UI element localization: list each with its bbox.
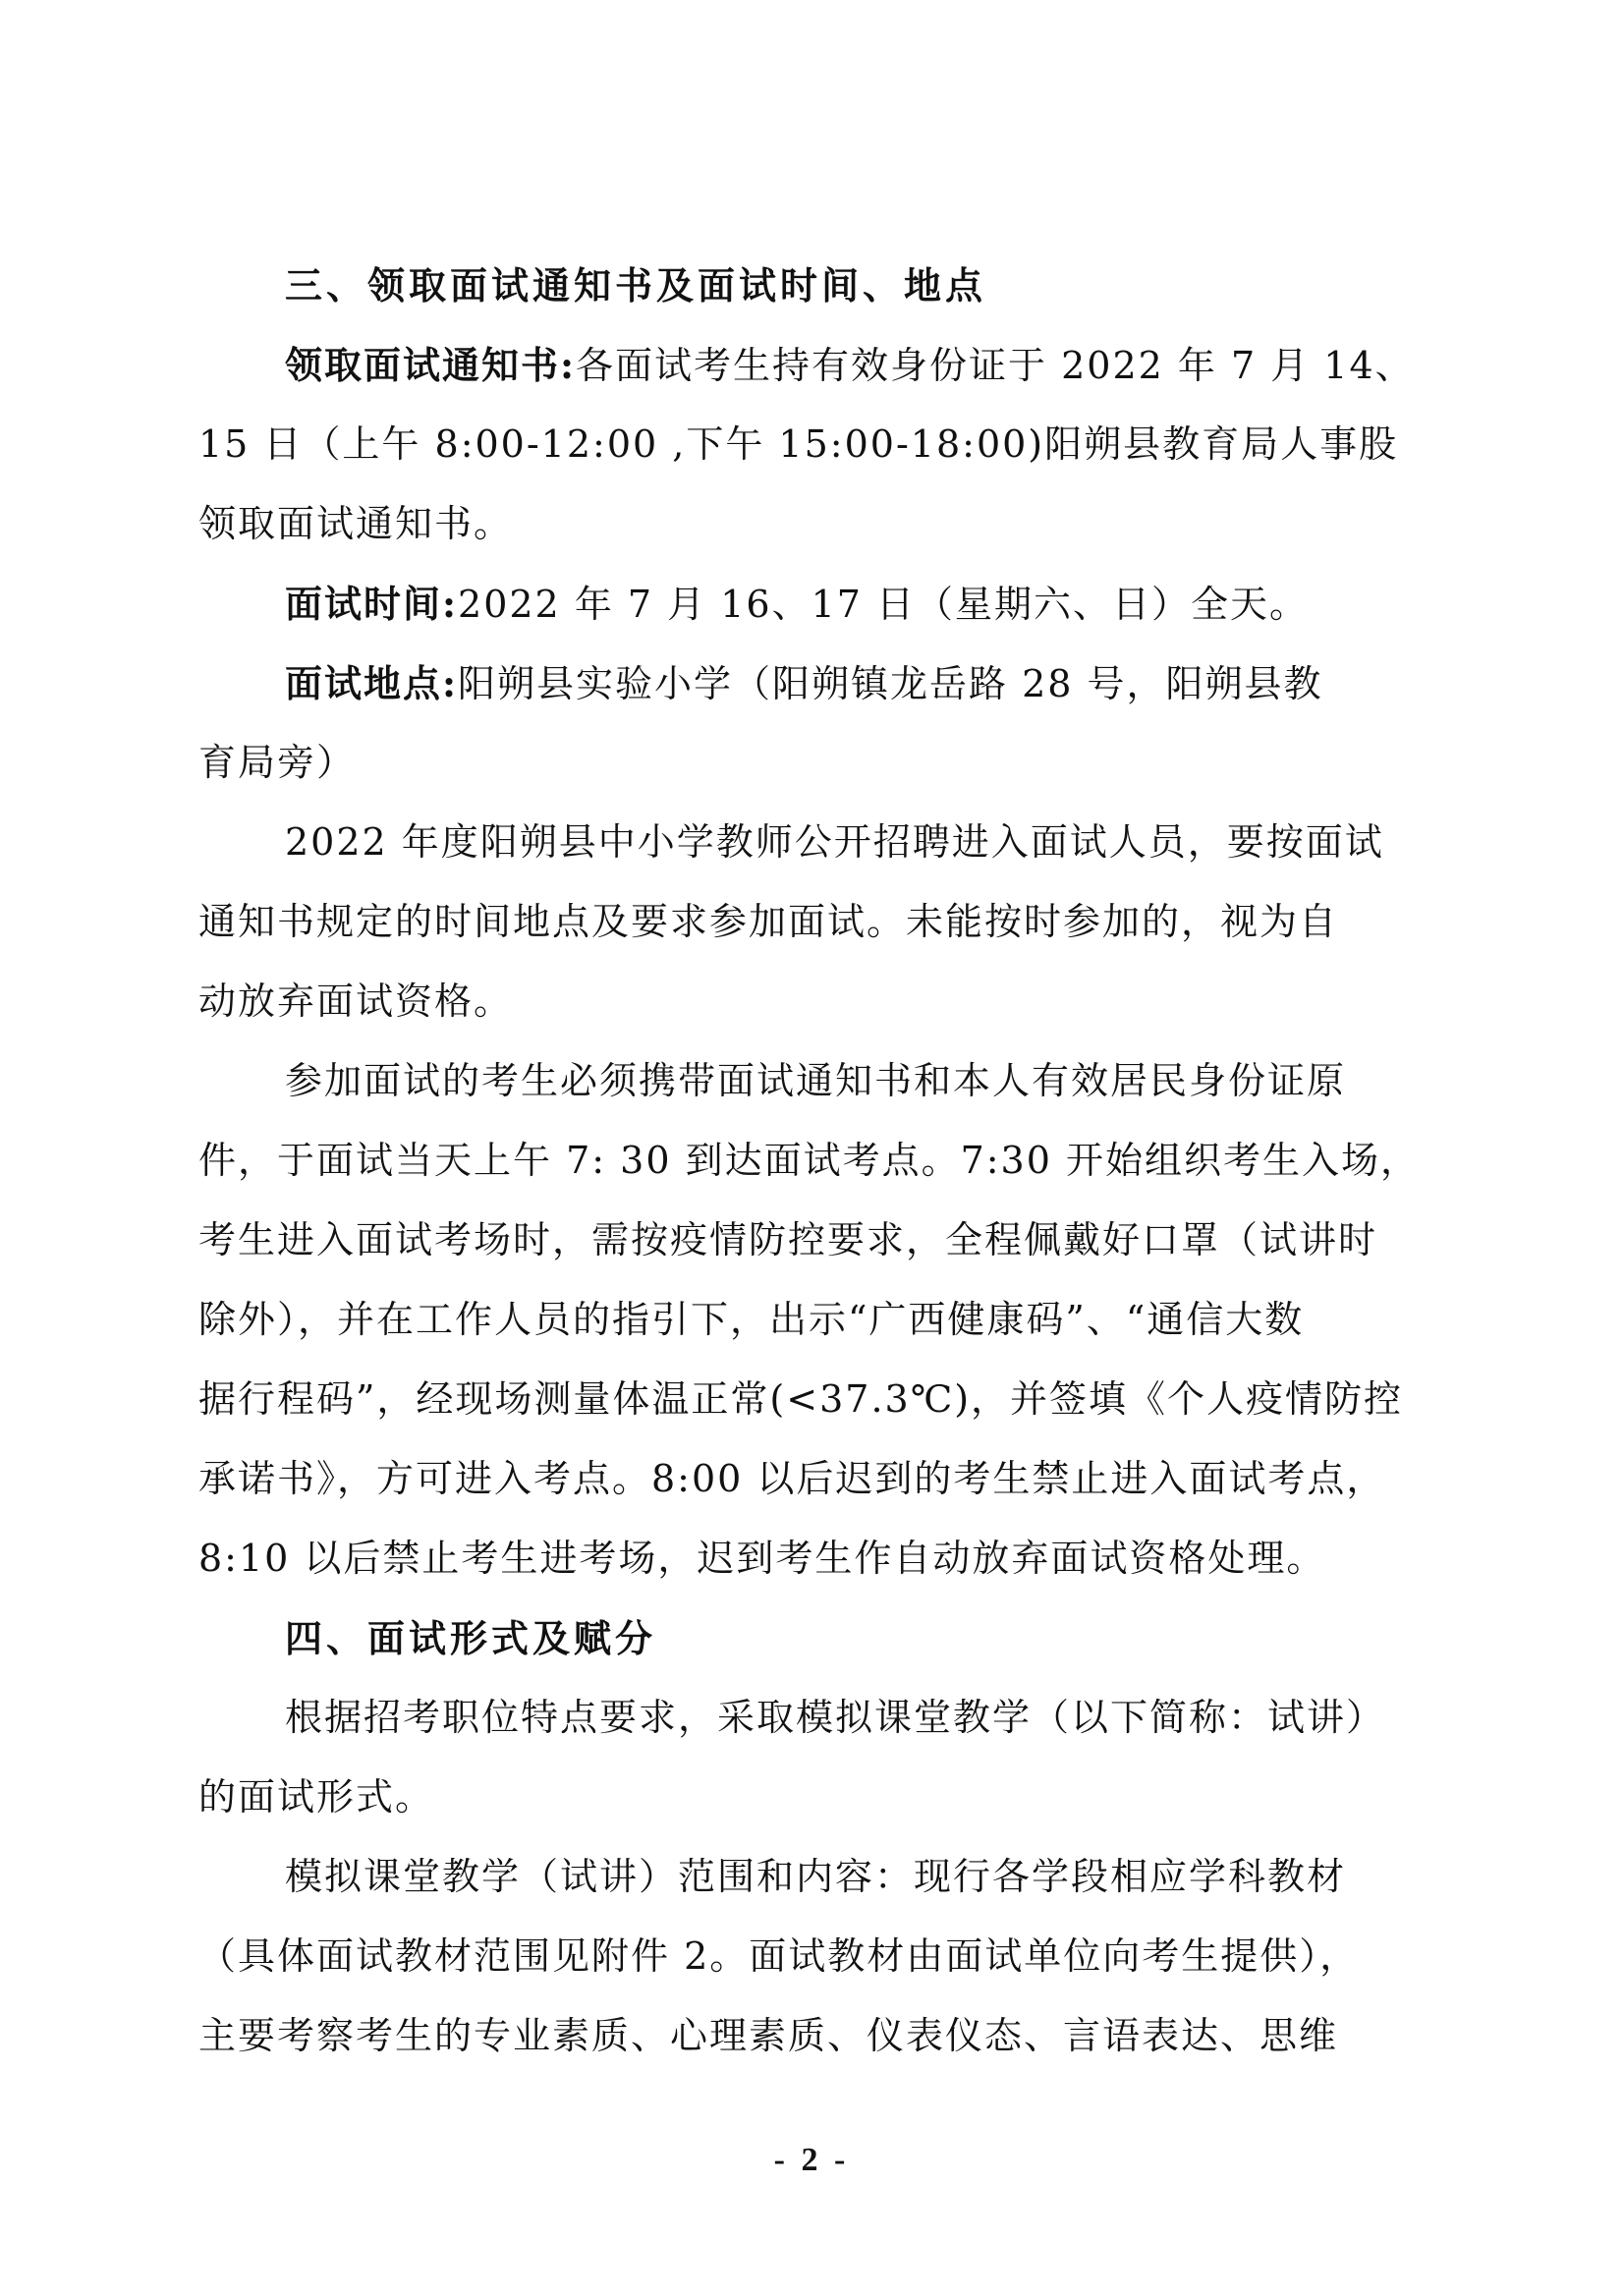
notice-text-1: 各面试考生持有效身份证于 2022 年 7 月 14、 (576, 344, 1415, 387)
rules-paragraph-line-4: 除外），并在工作人员的指引下，出示“广西健康码”、“通信大数 (198, 1298, 1305, 1341)
notice-paragraph-line-1 (198, 325, 1456, 405)
form-paragraph-line-1: 根据招考职位特点要求，采取模拟课堂教学（以下简称：试讲） (285, 1696, 1386, 1739)
interview-time-paragraph (198, 564, 1456, 644)
scope-paragraph-line-3: 主要考察考生的专业素质、心理素质、仪表仪态、言语表达、思维 (198, 2014, 1339, 2057)
location-paragraph-line-2: 育局旁） (198, 741, 357, 784)
form-paragraph-line-2: 的面试形式。 (198, 1775, 435, 1819)
time-label: 面试时间: (285, 582, 459, 626)
document-body (198, 246, 1456, 2076)
notice-paragraph-line-2: 15 日（上午 8:00-12:00 ,下午 15:00-18:00)阳朔县教育局人事股 (198, 422, 1399, 466)
attend-paragraph-line-2: 通知书规定的时间地点及要求参加面试。未能按时参加的，视为自 (198, 900, 1339, 943)
time-value: 2022 年 7 月 16、17 日（星期六、日）全天。 (458, 583, 1310, 626)
location-text-1: 阳朔县实验小学（阳朔镇龙岳路 28 号，阳朔县教 (458, 662, 1323, 705)
scope-paragraph-line-2: （具体面试教材范围见附件 2。面试教材由面试单位向考生提供）， (198, 1934, 1360, 1978)
location-paragraph-line-1 (198, 644, 1456, 723)
rules-paragraph-line-1: 参加面试的考生必须携带面试通知书和本人有效居民身份证原 (285, 1059, 1347, 1102)
rules-paragraph-line-6: 承诺书》，方可进入考点。8:00 以后迟到的考生禁止进入面试考点， (198, 1457, 1386, 1500)
attend-paragraph-line-3: 动放弃面试资格。 (198, 980, 514, 1023)
section-3-heading: 三、领取面试通知书及面试时间、地点 (285, 263, 987, 308)
page-number: - 2 - (773, 2142, 850, 2178)
notice-label: 领取面试通知书: (285, 343, 577, 387)
rules-paragraph-line-7: 8:10 以后禁止考生进考场，迟到考生作自动放弃面试资格处理。 (198, 1537, 1326, 1580)
notice-paragraph-line-3: 领取面试通知书。 (198, 502, 514, 545)
section-4-heading: 四、面试形式及赋分 (285, 1616, 657, 1660)
rules-paragraph-line-5: 据行程码”，经现场测量体温正常(<37.3℃)，并签填《个人疫情防控 (198, 1377, 1404, 1421)
location-label: 面试地点: (285, 661, 459, 705)
scope-paragraph-line-1: 模拟课堂教学（试讲）范围和内容：现行各学段相应学科教材 (285, 1855, 1347, 1898)
rules-paragraph-line-2: 件，于面试当天上午 7: 30 到达面试考点。7:30 开始组织考生入场， (198, 1139, 1420, 1182)
rules-paragraph-line-3: 考生进入面试考场时，需按疫情防控要求，全程佩戴好口罩（试讲时 (198, 1218, 1378, 1261)
attend-paragraph-line-1: 2022 年度阳朔县中小学教师公开招聘进入面试人员，要按面试 (285, 820, 1384, 864)
